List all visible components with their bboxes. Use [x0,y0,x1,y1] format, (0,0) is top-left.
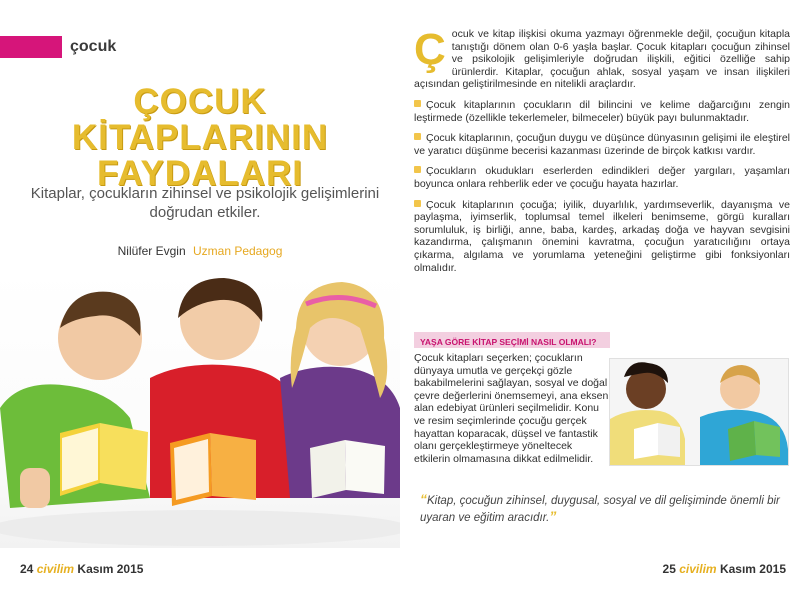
children-reading-photo [0,268,400,548]
issue-date: Kasım 2015 [719,562,786,576]
dropcap: Ç [414,25,446,74]
title-line-1: ÇOCUK KİTAPLARININ [71,82,329,157]
bullet-item [414,132,790,157]
issue-date: Kasım 2015 [77,562,144,576]
sidebar-box-header [414,332,610,348]
intro-text: ocuk ve kitap ilişkisi okuma yazmayı öğrenmekle değil, çocuğun kitapla tanıştığı dönem olan 0-6 yaşla başlar. Çocuk kitapları çocuğun zihinsel ve psikolojik gelişimleriyle doğrudan ilişkili, eğitici özelliğe sahip ürünlerdir. Kitaplar, çocuğun ahlak, sosyal yaşam ve insan ilişkileri açısından geliştirilmesinde en nitelikli araçlardır. [414,28,790,91]
bullet-text: Çocukların okudukları eserlerden edindikleri değer yargıları, yaşamları boyunca onlara rehberlik eder ve çocuğu hayata hazırlar. [414,165,790,190]
article-body [414,25,790,274]
open-quote-icon: “ [420,491,427,507]
section-color-bar [0,36,62,58]
page-number: 24 [20,562,34,576]
bullet-square-icon [414,133,421,140]
page-footer-left [20,562,143,576]
sidebar-box-text: Çocuk kitapları seçerken; çocukların dünyaya umutla ve gerçekçi gözle bakabilmelerini sağlayan, sosyal ve doğal çevre değerlerini önemsemeyi, ana eksen alan edebiyat ürünleri seçilmelidir. Konu ve resim seçimlerinde çocuğu gerçek hayattan koparacak, düşsel ve fantastik olanı gerçekleştirmeye yöneltecek etkilerin olmamasına dikkat edilmelidir. [414,352,609,465]
bullet-item [414,99,790,124]
intro-paragraph [414,25,790,91]
author-name: Nilüfer Evgin [117,244,186,258]
article-subtitle: Kitaplar, çocukların zihinsel ve psikolojik gelişimlerini doğrudan etkiler. [30,185,380,221]
section-label: çocuk [70,38,117,55]
bullet-item [414,199,790,275]
close-quote-icon: ” [549,508,557,524]
article-title [0,84,400,192]
bullet-item [414,165,790,190]
kids-reading-photo-small [609,358,789,466]
page-footer-right [663,562,786,576]
children-reading-illustration [0,268,400,548]
pull-quote-text: Kitap, çocuğun zihinsel, duygusal, sosyal ve dil gelişiminde önemli bir uyaran ve eğitim aracıdır. [420,495,780,524]
bullet-text: Çocuk kitaplarının çocuğa; iyilik, duyarlılık, yardımseverlik, dayanışma ve paylaşma, iyimserlik, toplumsal temel ilkeleri benimseme, görgü kuralları sorumluluk, iş birliği, anne, baba, kardeş, arkadaş doğa ve hayvan sevgisini kazandırma, çalışmanın önemini kavratma, çocuğun yaratıcılığını ortaya çıkarma, algılama ve yorumlama yeteneğini geliştirme gibi fonksiyonları olmalıdır. [414,198,790,274]
bullet-square-icon [414,100,421,107]
bullet-text: Çocuk kitaplarının çocukların dil bilincini ve kelime dağarcığını zengin leştirmede (özellikle tekerlemeler, bilmeceler) büyük payı bulunmaktadır. [414,98,790,124]
bullet-square-icon [414,200,421,207]
bullet-text: Çocuk kitaplarının, çocuğun duygu ve düşünce dünyasının gelişimi ile eleştirel ve yaratıcı düşünme becerisi kazanması üzerinde de birçok katkısı vardır. [414,132,790,157]
magazine-brand: civilim [36,562,75,576]
magazine-brand: civilim [679,562,717,576]
page-number: 25 [662,562,676,576]
byline [0,244,400,258]
title-line-2: FAYDALARI [96,154,304,193]
bullet-square-icon [414,166,421,173]
pull-quote [420,492,790,526]
right-page [400,0,800,600]
kids-reading-small-illustration [610,359,789,466]
sidebar-box-title: YAŞA GÖRE KİTAP SEÇİMİ NASIL OLMALI? [420,337,597,347]
author-role: Uzman Pedagog [192,244,283,258]
